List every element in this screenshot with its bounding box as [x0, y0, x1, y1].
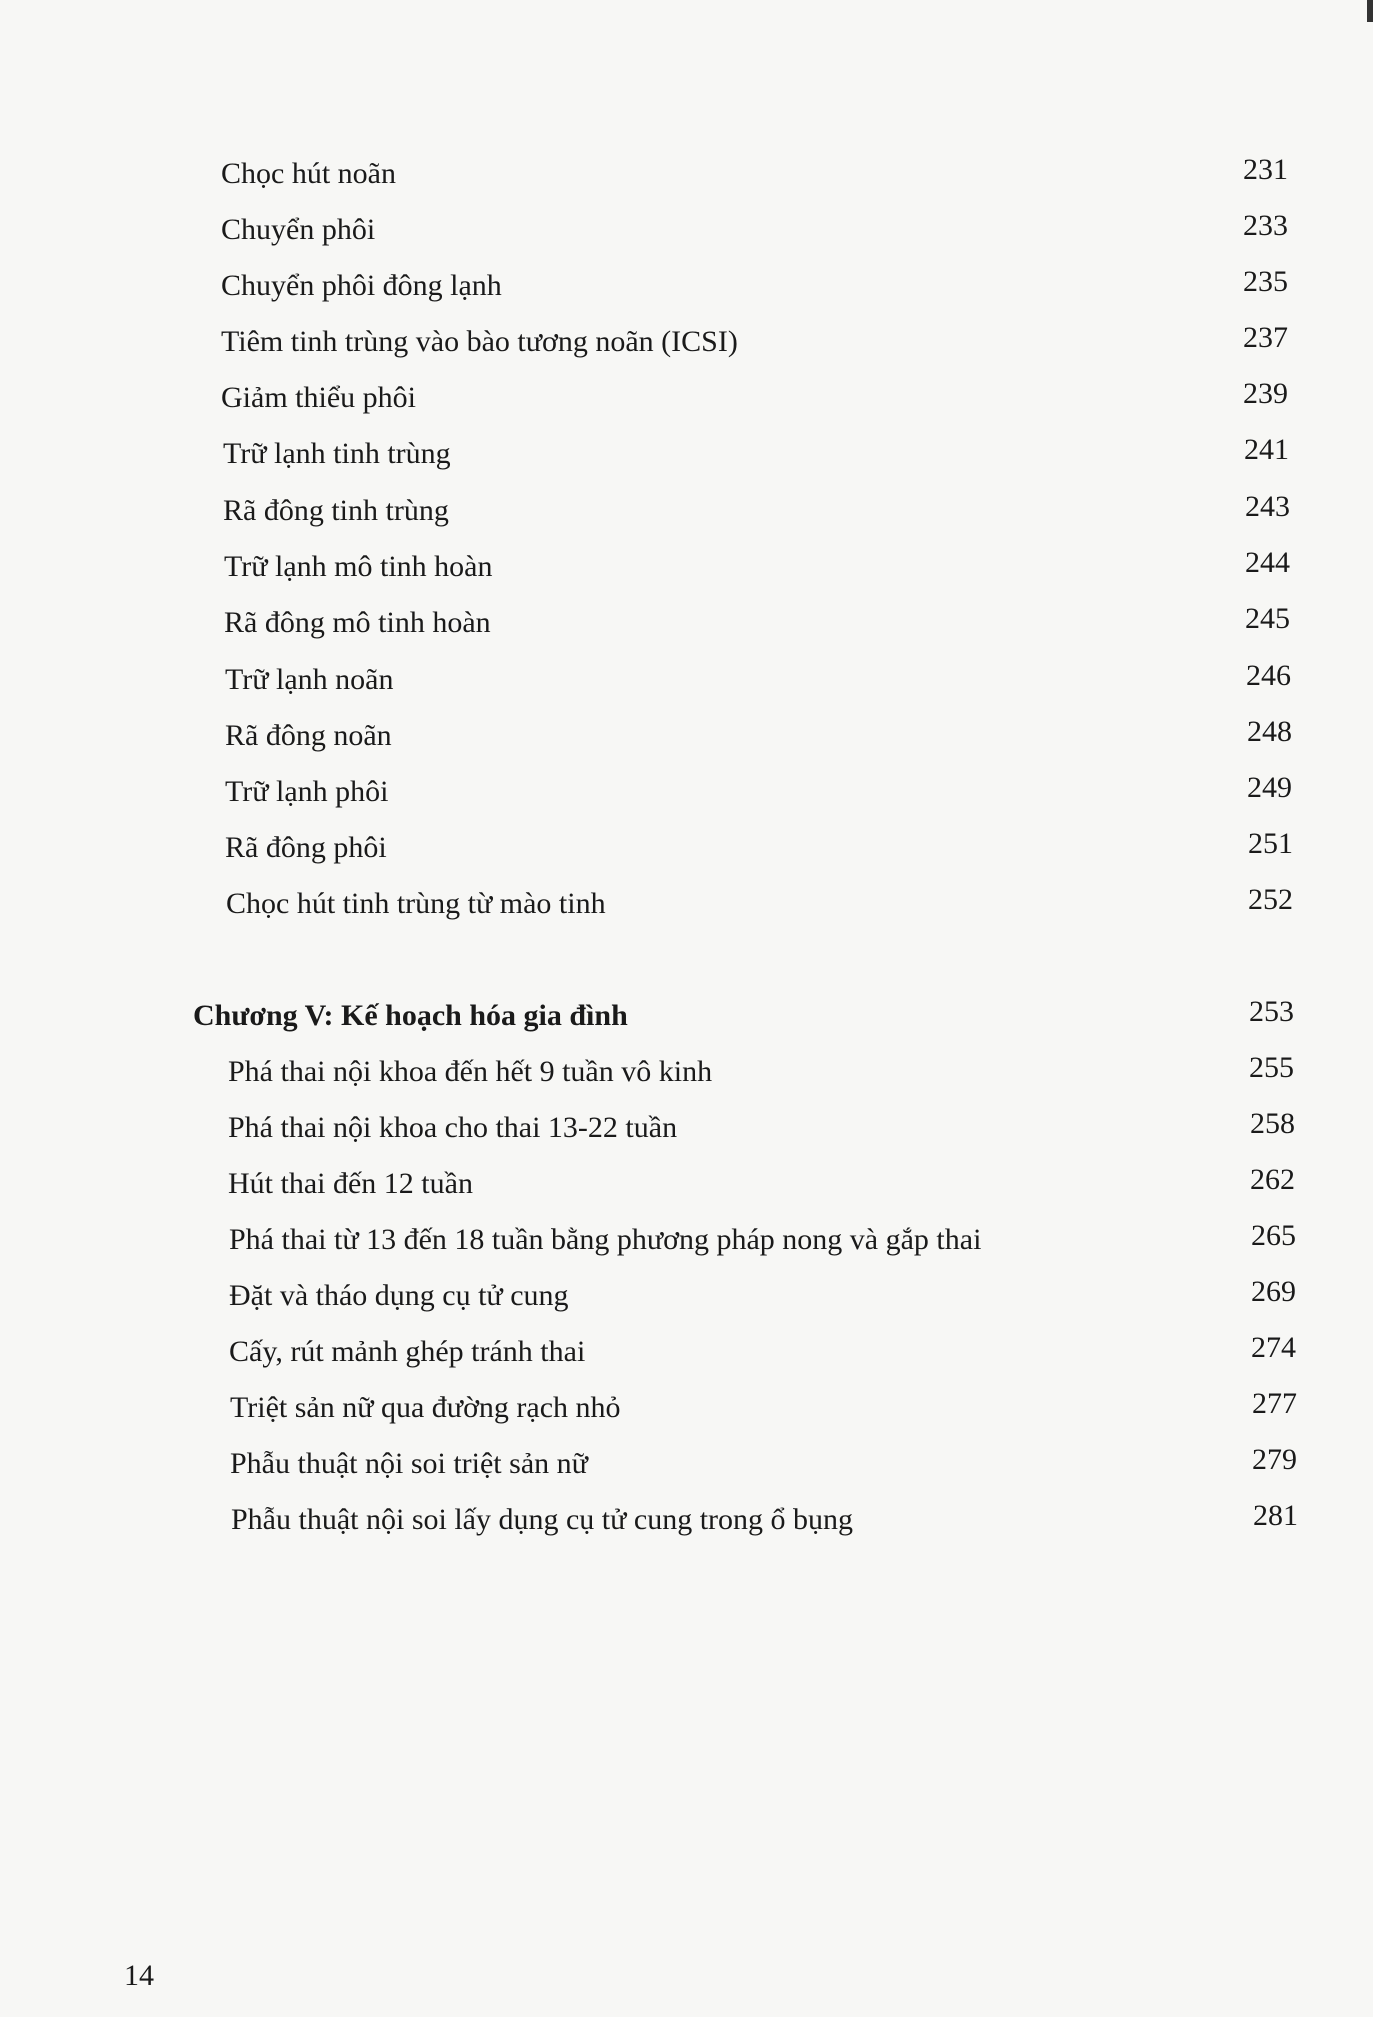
- chapter-heading[interactable]: [0, 995, 1373, 1038]
- toc-entry-page: 269: [1251, 1275, 1296, 1308]
- toc-entry-title: Trữ lạnh tinh trùng: [223, 437, 451, 470]
- toc-entry-page: 237: [1243, 321, 1288, 354]
- toc-entry-title: Trữ lạnh phôi: [225, 775, 389, 808]
- toc-entry[interactable]: [0, 153, 1373, 196]
- toc-entry[interactable]: [0, 1107, 1373, 1150]
- toc-entry-page: 249: [1247, 771, 1292, 804]
- toc-entry-title: Phá thai nội khoa đến hết 9 tuần vô kinh: [228, 1055, 713, 1088]
- toc-entry-title: Phá thai từ 13 đến 18 tuần bằng phương pháp nong và gắp thai: [229, 1223, 982, 1256]
- toc-entry-title: Giảm thiểu phôi: [221, 381, 416, 414]
- toc-entry[interactable]: [0, 265, 1373, 308]
- toc-entry-page: 279: [1252, 1443, 1297, 1476]
- toc-entry[interactable]: [0, 602, 1373, 645]
- toc-entry-page: 281: [1253, 1499, 1298, 1532]
- chapter-title: Chương V: Kế hoạch hóa gia đình: [193, 999, 628, 1032]
- toc-entry-title: Rã đông phôi: [225, 831, 387, 864]
- toc-entry[interactable]: [0, 377, 1373, 420]
- toc-entry[interactable]: [0, 209, 1373, 252]
- toc-entry-page: 258: [1250, 1107, 1295, 1140]
- toc-entry-page: 243: [1245, 490, 1290, 523]
- toc-entry-title: Hút thai đến 12 tuần: [228, 1167, 473, 1200]
- toc-entry[interactable]: [0, 490, 1373, 533]
- toc-entry-page: 246: [1246, 659, 1291, 692]
- toc-entry-title: Triệt sản nữ qua đường rạch nhỏ: [230, 1391, 621, 1424]
- toc-entry-page: 231: [1243, 153, 1288, 186]
- toc-entry-page: 277: [1252, 1387, 1297, 1420]
- toc-entry[interactable]: [0, 1443, 1373, 1486]
- toc-entry-page: 241: [1244, 433, 1289, 466]
- toc-entry-page: 255: [1249, 1051, 1294, 1084]
- toc-entry-title: Rã đông noãn: [225, 719, 392, 752]
- toc-entry[interactable]: [0, 1499, 1373, 1542]
- toc-entry-page: 262: [1250, 1163, 1295, 1196]
- toc-entry-title: Rã đông mô tinh hoàn: [224, 606, 491, 639]
- toc-entry-page: 274: [1251, 1331, 1296, 1364]
- toc-entry[interactable]: [0, 321, 1373, 364]
- toc-entry-title: Trữ lạnh mô tinh hoàn: [224, 550, 493, 583]
- toc-entry-page: 235: [1243, 265, 1288, 298]
- toc-entry-page: 248: [1247, 715, 1292, 748]
- toc-entry[interactable]: [0, 546, 1373, 589]
- toc-entry[interactable]: [0, 1387, 1373, 1430]
- toc-entry[interactable]: [0, 883, 1373, 926]
- toc-entry-page: 265: [1251, 1219, 1296, 1252]
- toc-entry[interactable]: [0, 827, 1373, 870]
- toc-entry-title: Phẫu thuật nội soi lấy dụng cụ tử cung trong ổ bụng: [231, 1503, 854, 1536]
- toc-entry-title: Rã đông tinh trùng: [223, 494, 449, 527]
- toc-entry[interactable]: [0, 1051, 1373, 1094]
- toc-entry-title: Tiêm tinh trùng vào bào tương noãn (ICSI): [221, 325, 738, 358]
- toc-entry-title: Cấy, rút mảnh ghép tránh thai: [229, 1335, 586, 1368]
- toc-entry-page: 245: [1245, 602, 1290, 635]
- toc-entry-title: Chọc hút noãn: [221, 157, 396, 190]
- toc-entry-title: Đặt và tháo dụng cụ tử cung: [229, 1279, 569, 1312]
- toc-entry[interactable]: [0, 1219, 1373, 1262]
- toc-entry[interactable]: [0, 715, 1373, 758]
- toc-entry-page: 244: [1245, 546, 1290, 579]
- toc-entry[interactable]: [0, 1163, 1373, 1206]
- toc-entry[interactable]: [0, 1331, 1373, 1374]
- toc-entry-title: Phá thai nội khoa cho thai 13-22 tuần: [228, 1111, 678, 1144]
- toc-entry-page: 251: [1248, 827, 1293, 860]
- toc-entry-title: Chuyển phôi đông lạnh: [221, 269, 502, 302]
- toc-entry-title: Phẫu thuật nội soi triệt sản nữ: [230, 1447, 588, 1480]
- toc-entry-title: Chọc hút tinh trùng từ mào tinh: [226, 887, 606, 920]
- toc-entry-page: 252: [1248, 883, 1293, 916]
- toc-entry-title: Trữ lạnh noãn: [225, 663, 394, 696]
- toc-entry[interactable]: [0, 659, 1373, 702]
- chapter-page: 253: [1249, 995, 1294, 1028]
- toc-entry[interactable]: [0, 771, 1373, 814]
- toc-entry[interactable]: [0, 433, 1373, 476]
- toc-entry-page: 239: [1243, 377, 1288, 410]
- toc-entry-page: 233: [1243, 209, 1288, 242]
- page-number: 14: [124, 1959, 154, 1992]
- toc-entry-title: Chuyển phôi: [221, 213, 376, 246]
- toc-entry[interactable]: [0, 1275, 1373, 1318]
